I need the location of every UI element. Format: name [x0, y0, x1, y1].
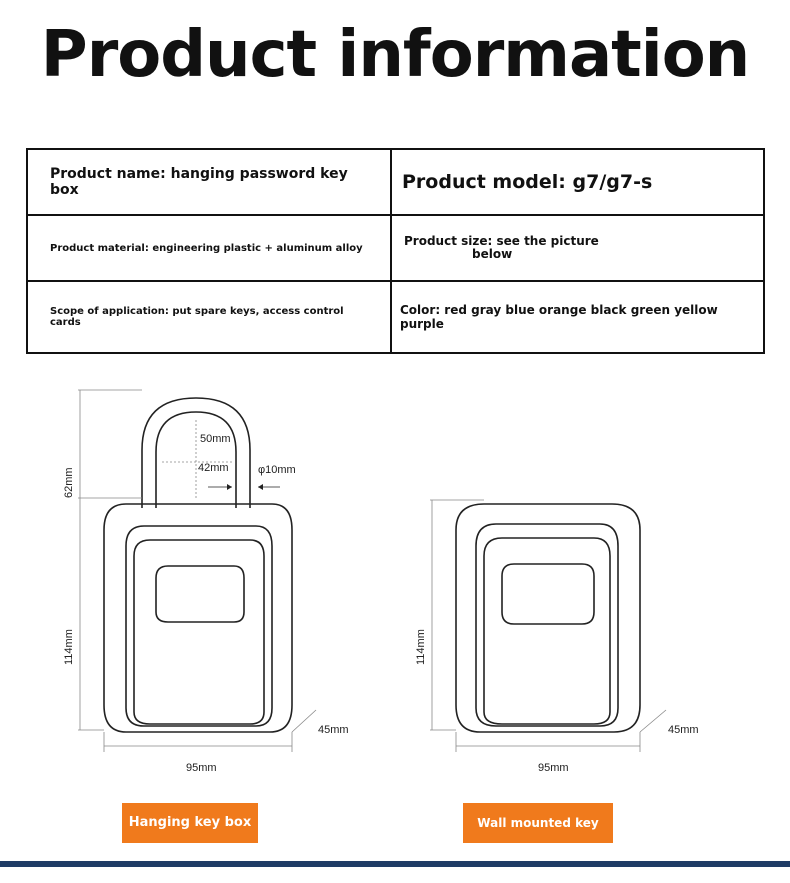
shackle-diameter-label: φ10mm	[258, 464, 296, 476]
left-body-height-label: 114mm	[63, 629, 75, 665]
shackle-height-label: 62mm	[63, 467, 75, 498]
product-material-cell: Product material: engineering plastic + aluminum alloy	[27, 215, 391, 281]
shackle-inner-width-label: 42mm	[198, 462, 229, 474]
wall-mounted-key-box-drawing	[456, 504, 640, 732]
right-depth-label: 45mm	[668, 724, 699, 736]
product-name-cell: Product name: hanging password key box	[27, 149, 391, 215]
right-body-height-label: 114mm	[415, 629, 427, 665]
product-size-line2: below	[472, 247, 513, 261]
wall-mounted-key-box-label: Wall mounted key	[463, 803, 613, 843]
product-model-cell: Product model: g7/g7-s	[391, 149, 764, 215]
product-size-line1: Product size: see the picture	[404, 234, 599, 248]
hanging-key-box-drawing	[104, 398, 292, 732]
right-width-label: 95mm	[538, 762, 569, 774]
hanging-dimension-lines	[78, 390, 316, 752]
scope-cell: Scope of application: put spare keys, access control cards	[27, 281, 391, 353]
hanging-key-box-label: Hanging key box	[122, 803, 258, 843]
bottom-bar	[0, 861, 790, 867]
product-size-cell	[391, 215, 764, 281]
left-width-label: 95mm	[186, 762, 217, 774]
color-cell: Color: red gray blue orange black green yellow purple	[391, 281, 764, 353]
dimension-diagram	[0, 380, 790, 780]
left-depth-label: 45mm	[318, 724, 349, 736]
product-info-table	[26, 148, 765, 354]
page-title: Product information	[40, 18, 750, 92]
shackle-inner-height-label: 50mm	[200, 433, 231, 445]
